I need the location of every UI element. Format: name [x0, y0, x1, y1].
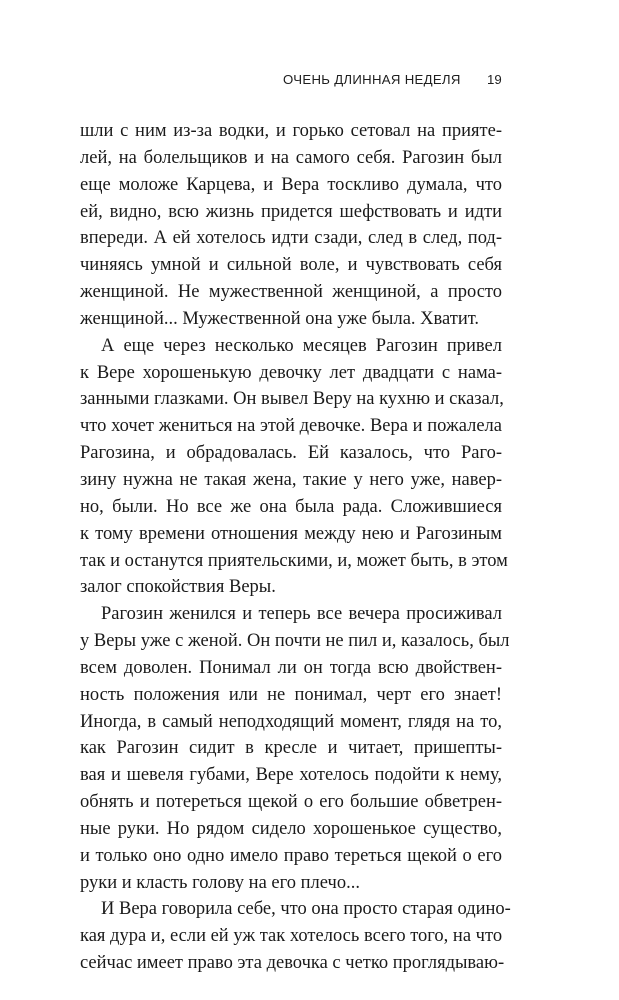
text-line: лей, на болельщиков и на самого себя. Рагозин был	[80, 147, 502, 168]
text-line: и только оно одно имело право тереться щекой о его	[80, 845, 502, 866]
body-text	[80, 118, 511, 977]
text-line: у Веры уже с женой. Он почти не пил и, казалось, был	[80, 631, 510, 652]
running-head	[0, 72, 619, 94]
text-line: чиняясь умной и сильной воле, и чувствовать себя	[80, 255, 502, 276]
text-line: зину нужна не такая жена, такие у него уже, навер-	[80, 469, 502, 490]
text-line: к Вере хорошенькую девочку лет двадцати с нама-	[80, 362, 502, 383]
text-line: Рагозин женился и теперь все вечера просиживал	[101, 604, 502, 625]
text-line: Иногда, в самый неподходящий момент, глядя на то,	[80, 711, 502, 732]
text-line: что хочет жениться на этой девочке. Вера и пожалела	[80, 416, 502, 437]
text-line: к тому времени отношения между нею и Рагозиным	[80, 523, 502, 544]
text-line: женщиной... Мужественной она уже была. Хватит.	[80, 308, 480, 329]
page-number: 19	[487, 72, 502, 87]
text-line: как Рагозин сидит в кресле и читает, пришепты-	[80, 738, 502, 759]
text-line: шли с ним из-за водки, и горько сетовал на прияте-	[80, 121, 502, 141]
text-line: так и останутся приятельскими, и, может быть, в этом	[80, 550, 508, 571]
text-line: И Вера говорила себе, что она просто старая одино-	[101, 899, 511, 920]
text-line: впереди. А ей хотелось идти сзади, след в след, под-	[80, 228, 502, 249]
text-line: вая и шевеля губами, Вере хотелось подойти к нему,	[80, 765, 502, 786]
text-line: сейчас имеет право эта девочка с четко проглядываю-	[80, 953, 505, 974]
text-line: обнять и потереться щекой о его большие обветрен-	[80, 792, 502, 813]
text-line: еще моложе Карцева, и Вера тоскливо думала, что	[80, 174, 502, 195]
text-line: руки и класть голову на его плечо...	[80, 872, 360, 893]
text-line: залог спокойствия Веры.	[80, 577, 276, 598]
text-line: ность положения или не понимал, черт его знает!	[80, 684, 502, 705]
text-line: ные руки. Но рядом сидело хорошенькое существо,	[80, 818, 502, 839]
text-line: ей, видно, всю жизнь придется шефствовать и идти	[80, 201, 502, 222]
text-line: всем доволен. Понимал ли он тогда всю двойствен-	[80, 657, 502, 678]
text-line: А еще через несколько месяцев Рагозин привел	[101, 335, 502, 356]
text-line: кая дура и, если ей уж так хотелось всего того, на что	[80, 926, 503, 947]
text-line: занными глазками. Он вывел Веру на кухню и сказал,	[80, 389, 504, 410]
text-line: Рагозина, и обрадовалась. Ей казалось, что Раго-	[80, 443, 502, 464]
text-line: женщиной. Не мужественной женщиной, а просто	[80, 282, 502, 303]
text-line: но, были. Но все же она была рада. Сложившиеся	[80, 496, 502, 517]
running-head-title: ОЧЕНЬ ДЛИННАЯ НЕДЕЛЯ	[283, 72, 461, 87]
